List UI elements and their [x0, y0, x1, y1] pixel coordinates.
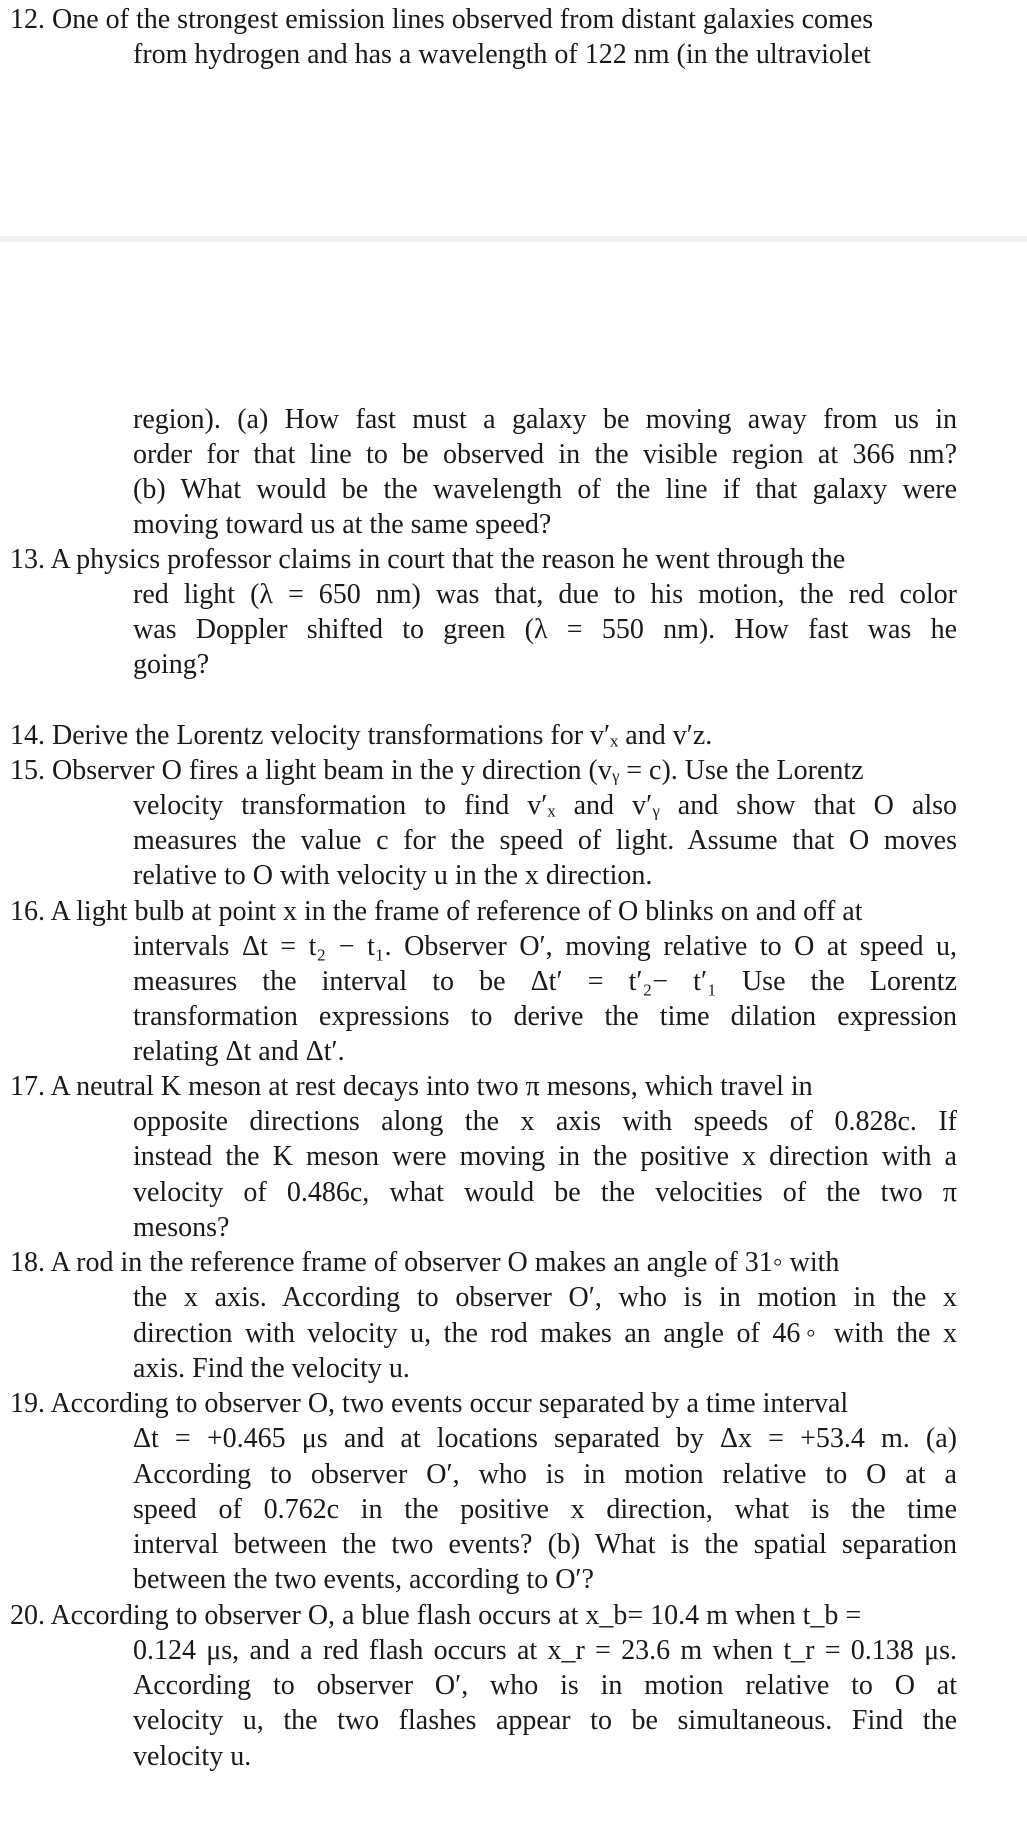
problem-17-line-3: instead the K meson were moving in the positive x direction with a	[133, 1141, 957, 1172]
problem-15-line-1: 15. Observer O fires a light beam in the y direction (vᵧ = c). Use the Lorentz	[10, 755, 864, 786]
problem-12-line-1: 12. One of the strongest emission lines observed from distant galaxies comes	[10, 4, 874, 35]
page-divider	[0, 236, 1027, 242]
problem-15-line-2: velocity transformation to find v′ₓ and v′ᵧ and show that O also	[133, 790, 957, 821]
problem-18-line-1: 18. A rod in the reference frame of observer O makes an angle of 31◦ with	[10, 1247, 840, 1278]
problem-12-line-2: from hydrogen and has a wavelength of 122 nm (in the ultraviolet	[133, 39, 871, 70]
problem-16-line-1: 16. A light bulb at point x in the frame of reference of O blinks on and off at	[10, 896, 863, 927]
problem-13-line-1: 13. A physics professor claims in court that the reason he went through the	[10, 544, 846, 575]
problem-16-line-3: measures the interval to be Δt′ = t′₂− t′₁ Use the Lorentz	[133, 966, 957, 997]
problem-19-line-6: between the two events, according to O′?	[133, 1564, 594, 1595]
problem-17-line-5: mesons?	[133, 1212, 230, 1243]
problem-20-line-1: 20. According to observer O, a blue flash occurs at x_b= 10.4 m when t_b =	[10, 1600, 862, 1631]
problem-19-line-5: interval between the two events? (b) What is the spatial separation	[133, 1529, 957, 1560]
problem-17-line-1: 17. A neutral K meson at rest decays into two π mesons, which travel in	[10, 1071, 813, 1102]
problem-15-line-3: measures the value c for the speed of light. Assume that O moves	[133, 825, 957, 856]
problem-20-line-3: According to observer O′, who is in motion relative to O at	[133, 1670, 957, 1701]
problem-12-line-6: moving toward us at the same speed?	[133, 509, 552, 540]
problem-16-line-4: transformation expressions to derive the time dilation expression	[133, 1001, 957, 1032]
problem-18-line-4: axis. Find the velocity u.	[133, 1353, 410, 1384]
problem-16-line-2: intervals Δt = t₂ − t₁. Observer O′, moving relative to O at speed u,	[133, 931, 957, 962]
problem-18-line-2: the x axis. According to observer O′, who is in motion in the x	[133, 1282, 957, 1313]
problem-17-line-4: velocity of 0.486c, what would be the velocities of the two π	[133, 1177, 957, 1208]
problem-19-line-3: According to observer O′, who is in motion relative to O at a	[133, 1459, 957, 1490]
problem-16-line-5: relating Δt and Δt′.	[133, 1036, 345, 1067]
problem-14-line-1: 14. Derive the Lorentz velocity transformations for v′ₓ and v′z.	[10, 720, 713, 751]
problem-20-line-2: 0.124 μs, and a red flash occurs at x_r = 23.6 m when t_r = 0.138 μs.	[133, 1635, 957, 1666]
problem-15-line-4: relative to O with velocity u in the x direction.	[133, 860, 653, 891]
problem-13-line-4: going?	[133, 649, 210, 680]
problem-12-line-4: order for that line to be observed in the visible region at 366 nm?	[133, 439, 957, 470]
problem-17-line-2: opposite directions along the x axis with speeds of 0.828c. If	[133, 1106, 957, 1137]
problem-12-line-5: (b) What would be the wavelength of the line if that galaxy were	[133, 474, 957, 505]
problem-13-line-2: red light (λ = 650 nm) was that, due to his motion, the red color	[133, 579, 957, 610]
problem-13-line-3: was Doppler shifted to green (λ = 550 nm). How fast was he	[133, 614, 957, 645]
problem-19-line-2: Δt = +0.465 μs and at locations separated by Δx = +53.4 m. (a)	[133, 1423, 957, 1454]
problem-20-line-4: velocity u, the two flashes appear to be simultaneous. Find the	[133, 1705, 957, 1736]
problem-19-line-4: speed of 0.762c in the positive x direction, what is the time	[133, 1494, 957, 1525]
problem-18-line-3: direction with velocity u, the rod makes an angle of 46◦ with the x	[133, 1318, 957, 1349]
problem-12-line-3: region). (a) How fast must a galaxy be moving away from us in	[133, 404, 957, 435]
problem-20-line-5: velocity u.	[133, 1741, 252, 1772]
problem-19-line-1: 19. According to observer O, two events occur separated by a time interval	[10, 1388, 849, 1419]
